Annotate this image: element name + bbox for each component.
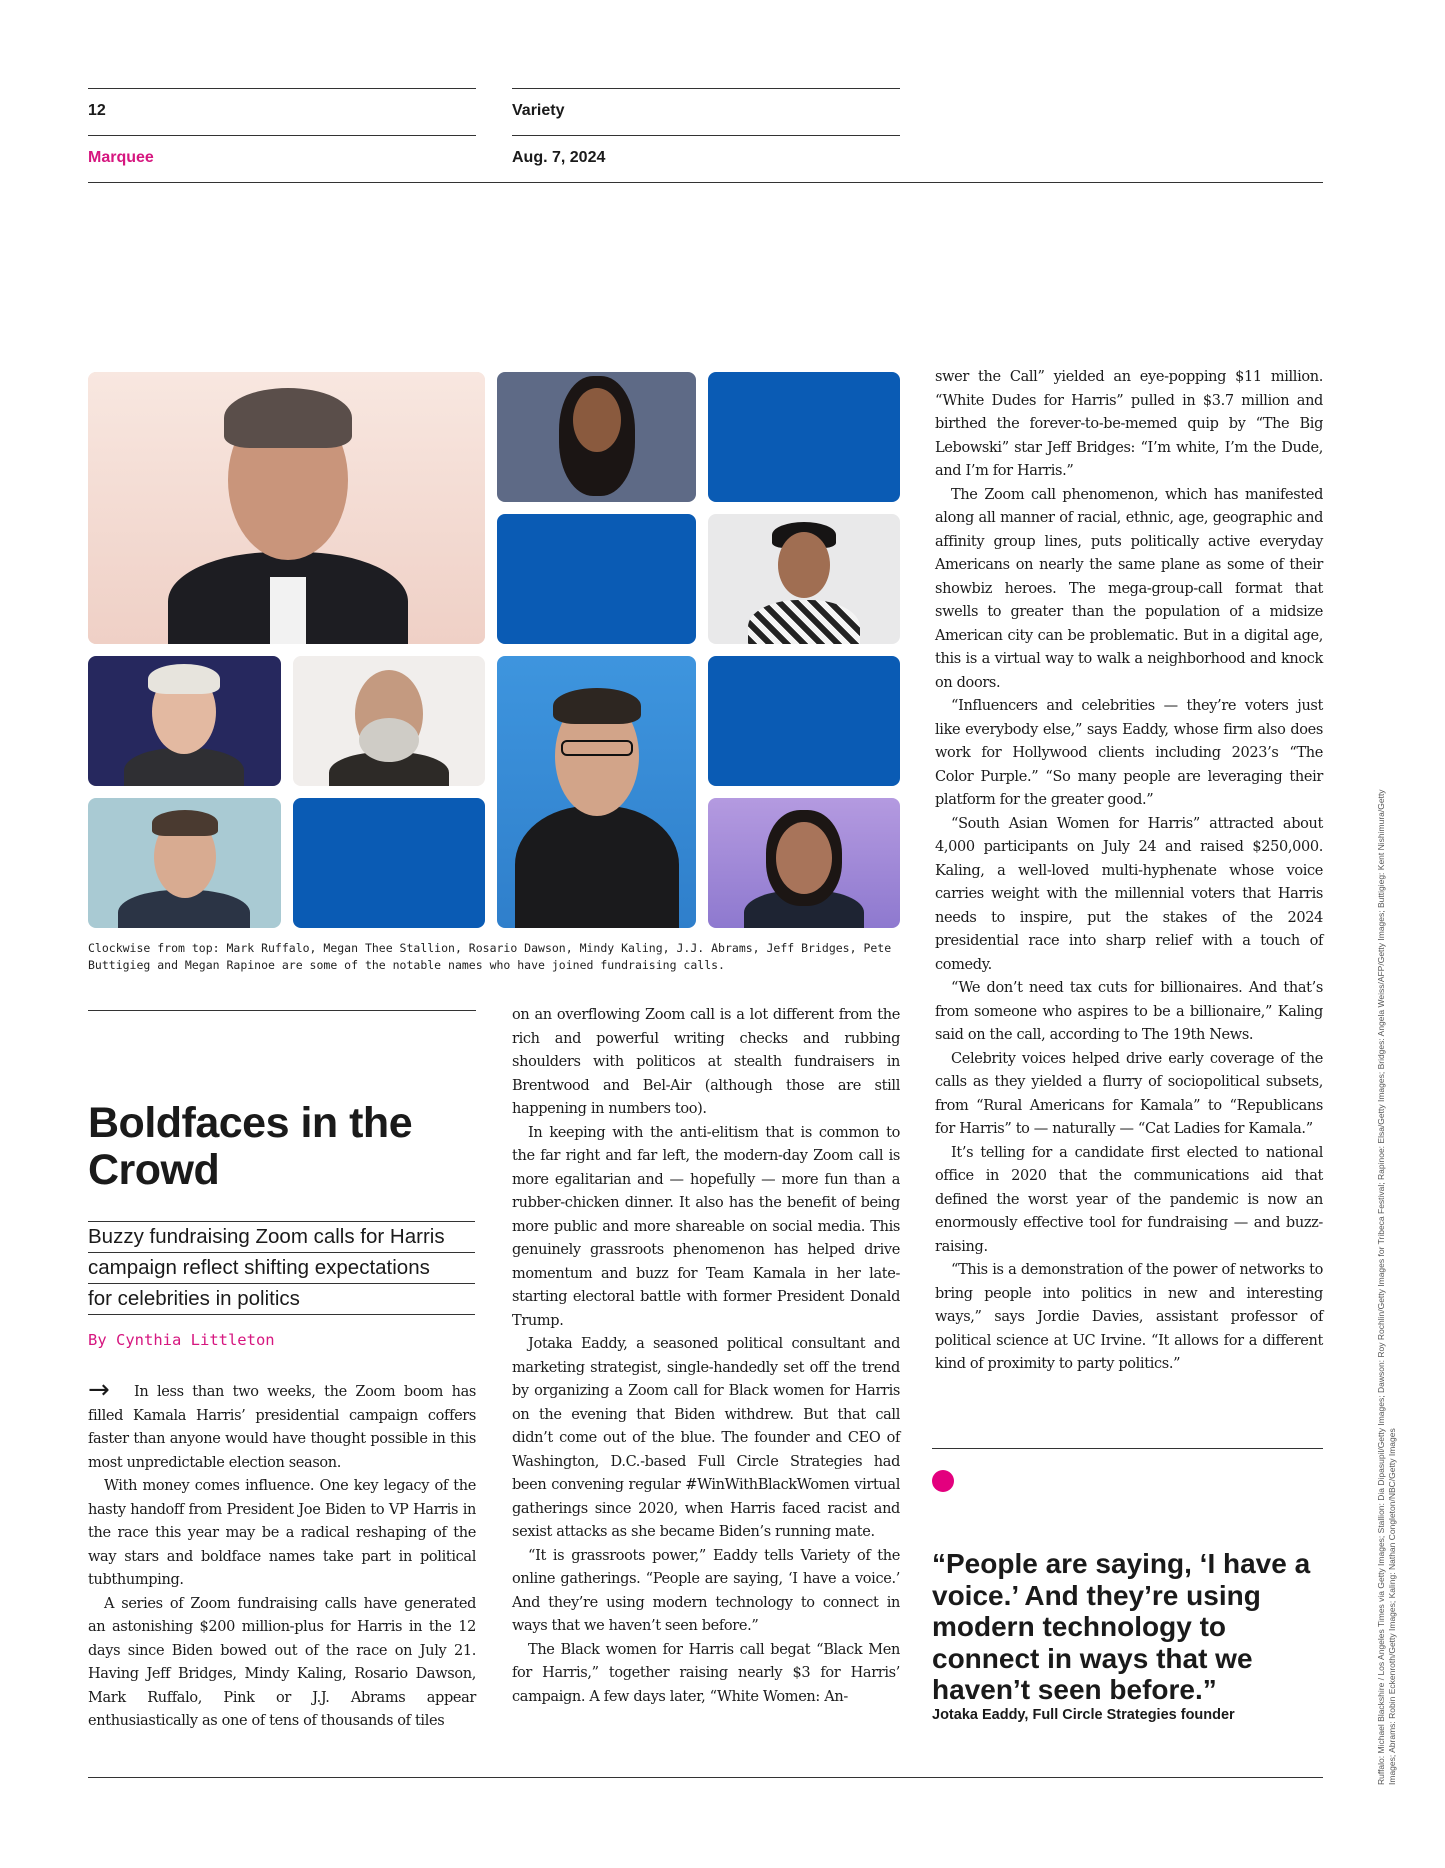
- header-rule-top-right: [512, 88, 900, 89]
- dek-line-2: campaign reflect shifting expectations: [88, 1253, 475, 1284]
- photo-mark-ruffalo: [88, 372, 485, 644]
- photo-caption: Clockwise from top: Mark Ruffalo, Megan Thee Stallion, Rosario Dawson, Mindy Kaling, J.J. Abrams, Jeff Bridges, Pete Buttigieg and Megan Rapinoe are some of the notable names who have joined fundraising calls.: [88, 941, 892, 972]
- paragraph: In keeping with the anti-elitism that is common to the far right and far left, the modern-day Zoom call is more egalitarian and — hopefully — more fun than a rubber-chicken dinner. It also has the benefit of being more public and more shareable on social media. This genuinely grassroots phenomenon has helped drive momentum and buzz for Team Kamala in her late-starting electoral battle with former President Donald Trump.: [512, 1124, 900, 1329]
- dek-line-3: for celebrities in politics: [88, 1284, 475, 1315]
- paragraph: Celebrity voices helped drive early coverage of the calls as they yielded a flurry of sociopolitical subsets, from “Rural Americans for Kamala” to “Republicans for Harris” to — naturally — “Cat Ladies for Kamala.”: [935, 1050, 1323, 1137]
- header-rule-mid-right: [512, 135, 900, 136]
- byline: By Cynthia Littleton: [88, 1331, 275, 1349]
- issue-date: Aug. 7, 2024: [512, 149, 606, 166]
- photo-megan-rapinoe: [88, 656, 281, 786]
- blue-tile-3: [708, 656, 900, 786]
- body-column-1: [88, 1375, 476, 1734]
- footer-rule: [88, 1777, 1323, 1778]
- paragraph: on an overflowing Zoom call is a lot different from the rich and powerful writing checks and rubbing shoulders with politicos at stealth fundraisers in Brentwood and Bel-Air (although those are still happening in numbers too).: [512, 1007, 900, 1117]
- header-rule-bottom: [88, 182, 1323, 183]
- paragraph: swer the Call” yielded an eye-popping $11 million. “White Dudes for Harris” pulled in $3.7 million and birthed the forever-to-be-memed quip by “The Big Lebowski” star Jeff Bridges: “I’m white, I’m the Dude, and I’m for Harris.”: [935, 369, 1323, 479]
- paragraph: The Zoom call phenomenon, which has manifested along all manner of racial, ethnic, age, geographic and affinity group lines, puts politically active everyday Americans on nearly the same plane as some of their showbiz heroes. The mega-group-call format that swells to greater than the population of a midsize American city can be problematic. But in a digital age, this is a virtual way to walk a neighborhood and knock on doors.: [935, 486, 1323, 691]
- headline-rule: [88, 1010, 476, 1011]
- photo-mindy-kaling: [708, 798, 900, 928]
- blue-tile-2: [497, 514, 696, 644]
- publication-name: Variety: [512, 102, 565, 119]
- header-rule-top-left: [88, 88, 476, 89]
- dek-line-1: Buzzy fundraising Zoom calls for Harris: [88, 1221, 475, 1253]
- body-column-2: [512, 1004, 900, 1709]
- photo-rosario-dawson: [708, 514, 900, 644]
- photo-jeff-bridges: [293, 656, 485, 786]
- paragraph: It’s telling for a candidate first elected to national office in 2020 that the communications aid that defined the worst year of the pandemic is now an enormously effective tool for fundraising — and buzz-raising.: [935, 1144, 1323, 1255]
- paragraph: “It is grassroots power,” Eaddy tells Variety of the online gatherings. “People are saying, ‘I have a voice.’ And they’re using modern technology to connect in ways that we haven’t seen before.”: [512, 1547, 900, 1634]
- paragraph: “This is a demonstration of the power of networks to bring people into politics in new and interesting ways,” says Jordie Davies, assistant professor of political science at UC Irvine. “It allows for a different kind of proximity to party politics.”: [935, 1262, 1323, 1372]
- paragraph: The Black women for Harris call begat “Black Men for Harris,” together raising nearly $3 for Harris’ campaign. A few days later, “White Women: An-: [512, 1641, 900, 1705]
- body-column-3: [935, 366, 1323, 1377]
- photo-jj-abrams: [497, 656, 696, 928]
- paragraph: Jotaka Eaddy, a seasoned political consultant and marketing strategist, single-handedly set off the trend by organizing a Zoom call for Black women for Harris on the evening that Biden withdrew. But that call didn’t come out of the blue. The founder and CEO of Washington, D.C.-based Full Circle Strategies had been convening regular #WinWithBlackWomen virtual gatherings since 2020, when Harris faced racist and sexist attacks as she became Biden’s running mate.: [512, 1336, 900, 1540]
- paragraph: A series of Zoom fundraising calls have generated an astonishing $200 million-plus for Harris in the 12 days since Biden bowed out of the race on July 21. Having Jeff Bridges, Mindy Kaling, Rosario Dawson, Mark Ruffalo, Pink or J.J. Abrams appear enthusiastically as one of tens of thousands of tiles: [88, 1595, 476, 1729]
- paragraph: “We don’t need tax cuts for billionaires. And that’s from someone who aspires to be a billionaire,” Kaling said on the call, according to The 19th News.: [935, 980, 1323, 1043]
- paragraph: “South Asian Women for Harris” attracted about 4,000 participants on July 24 and raised $250,000. Kaling, a well-loved multi-hyphenate whose voice carries weight with the millennial voters that Harris needs to inspire, put the stakes of the 2024 presidential race into sharp relief with a touch of comedy.: [935, 815, 1323, 973]
- paragraph: “Influencers and celebrities — they’re voters just like everybody else,” says Eaddy, whose firm also does work for Hollywood clients including 2023’s “The Color Purple.” “So many people are leveraging their platform for the greater good.”: [935, 698, 1323, 808]
- section-label: Marquee: [88, 149, 154, 166]
- pull-quote-attribution: Jotaka Eaddy, Full Circle Strategies founder: [932, 1707, 1235, 1723]
- arrow-right-icon: →: [88, 1375, 110, 1405]
- photo-megan-thee-stallion: [497, 372, 696, 502]
- pull-quote-rule: [932, 1448, 1323, 1449]
- pink-dot-icon: [932, 1470, 954, 1492]
- paragraph: In less than two weeks, the Zoom boom has filled Kamala Harris’ presidential campaign coffers faster than anyone would have thought possible in this most unpredictable election season.: [88, 1384, 476, 1471]
- photo-pete-buttigieg: [88, 798, 281, 928]
- photo-credits: Ruffalo: Michael Blackshire / Los Angeles Times via Getty Images; Stallion: Dia Dipasupil/Getty Images; Dawson: Roy Rochlin/Getty Images for Tribeca Festival; Rapinoe: Elsa/Getty Images; Bridges: Angela Weiss/AFP/Getty Images; Buttigieg: Kent Nishimura/Getty Images; Abrams: Robin Eckenroth/Getty Images; Kaling: Nathan Congleton/NBC/Getty Images: [1376, 789, 1397, 1785]
- paragraph: With money comes influence. One key legacy of the hasty handoff from President Joe Biden to VP Harris in the race this year may be a radical reshaping of the way stars and boldface names take part in political tubthumping.: [88, 1478, 476, 1588]
- pull-quote: “People are saying, ‘I have a voice.’ And they’re using modern technology to connect in ways that we haven’t seen before.”: [932, 1548, 1311, 1705]
- blue-tile-1: [708, 372, 900, 502]
- blue-tile-4: [293, 798, 485, 928]
- article-headline: Boldfaces in the Crowd: [88, 1099, 413, 1194]
- header-rule-mid-left: [88, 135, 476, 136]
- page-number: 12: [88, 102, 106, 119]
